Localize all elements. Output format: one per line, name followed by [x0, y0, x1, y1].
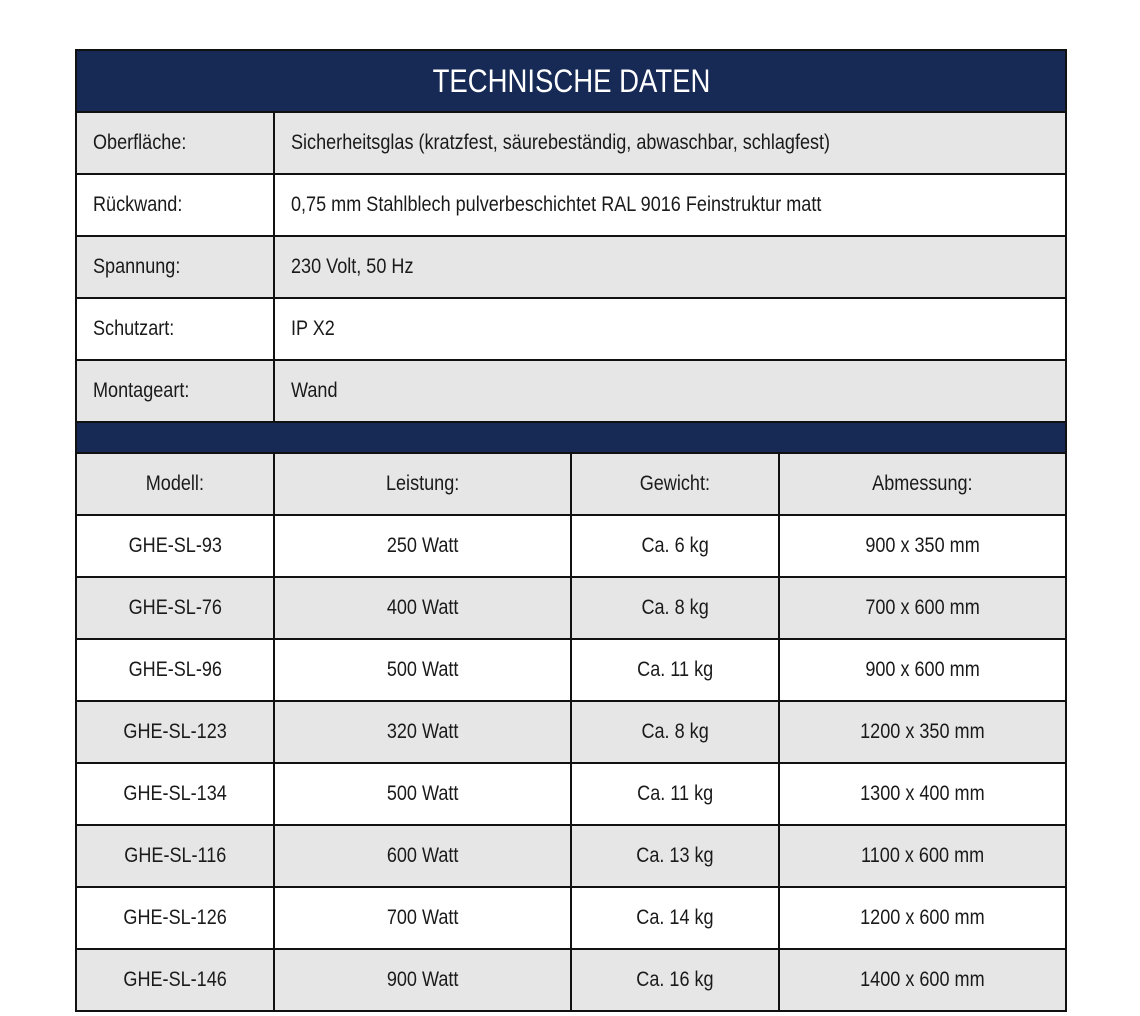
weight-cell: Ca. 6 kg — [571, 515, 779, 577]
weight-cell: Ca. 11 kg — [571, 639, 779, 701]
spec-label: Rückwand: — [76, 174, 274, 236]
power-cell: 320 Watt — [274, 701, 571, 763]
table-row — [76, 577, 1066, 639]
table-row — [76, 887, 1066, 949]
model-cell: GHE-SL-126 — [76, 887, 274, 949]
table-row — [76, 701, 1066, 763]
power-cell: 600 Watt — [274, 825, 571, 887]
column-header: Modell: — [76, 453, 274, 515]
weight-cell: Ca. 8 kg — [571, 701, 779, 763]
power-cell: 700 Watt — [274, 887, 571, 949]
model-cell: GHE-SL-123 — [76, 701, 274, 763]
table-row — [76, 639, 1066, 701]
spec-row — [76, 236, 1066, 298]
spec-label: Spannung: — [76, 236, 274, 298]
spec-value: Sicherheitsglas (kratzfest, säurebeständig, abwaschbar, schlagfest) — [274, 112, 1066, 174]
title-row — [76, 50, 1066, 112]
dimension-cell: 900 x 350 mm — [779, 515, 1066, 577]
spec-label: Oberfläche: — [76, 112, 274, 174]
model-cell: GHE-SL-96 — [76, 639, 274, 701]
spec-row — [76, 174, 1066, 236]
table-title: TECHNISCHE DATEN — [76, 50, 1066, 112]
model-cell: GHE-SL-146 — [76, 949, 274, 1011]
power-cell: 400 Watt — [274, 577, 571, 639]
power-cell: 900 Watt — [274, 949, 571, 1011]
column-header: Leistung: — [274, 453, 571, 515]
models-header-row — [76, 453, 1066, 515]
spec-label: Montageart: — [76, 360, 274, 422]
spec-value: Wand — [274, 360, 1066, 422]
weight-cell: Ca. 14 kg — [571, 887, 779, 949]
dimension-cell: 900 x 600 mm — [779, 639, 1066, 701]
weight-cell: Ca. 13 kg — [571, 825, 779, 887]
weight-cell: Ca. 16 kg — [571, 949, 779, 1011]
dimension-cell: 1100 x 600 mm — [779, 825, 1066, 887]
table-row — [76, 825, 1066, 887]
table-row — [76, 949, 1066, 1011]
column-header: Gewicht: — [571, 453, 779, 515]
technical-data-sheet — [75, 49, 1065, 1012]
technical-data-table — [75, 49, 1067, 1012]
weight-cell: Ca. 11 kg — [571, 763, 779, 825]
spec-value: 0,75 mm Stahlblech pulverbeschichtet RAL 9016 Feinstruktur matt — [274, 174, 1066, 236]
column-header: Abmessung: — [779, 453, 1066, 515]
dimension-cell: 1200 x 350 mm — [779, 701, 1066, 763]
model-cell: GHE-SL-76 — [76, 577, 274, 639]
spec-row — [76, 360, 1066, 422]
model-cell: GHE-SL-116 — [76, 825, 274, 887]
table-row — [76, 515, 1066, 577]
power-cell: 500 Watt — [274, 639, 571, 701]
section-divider — [76, 422, 1066, 453]
spec-label: Schutzart: — [76, 298, 274, 360]
spec-value: 230 Volt, 50 Hz — [274, 236, 1066, 298]
model-cell: GHE-SL-93 — [76, 515, 274, 577]
power-cell: 250 Watt — [274, 515, 571, 577]
dimension-cell: 700 x 600 mm — [779, 577, 1066, 639]
spec-row — [76, 112, 1066, 174]
dimension-cell: 1300 x 400 mm — [779, 763, 1066, 825]
dimension-cell: 1200 x 600 mm — [779, 887, 1066, 949]
model-cell: GHE-SL-134 — [76, 763, 274, 825]
weight-cell: Ca. 8 kg — [571, 577, 779, 639]
table-row — [76, 763, 1066, 825]
power-cell: 500 Watt — [274, 763, 571, 825]
models-body — [76, 515, 1066, 1011]
spec-row — [76, 298, 1066, 360]
spec-value: IP X2 — [274, 298, 1066, 360]
dimension-cell: 1400 x 600 mm — [779, 949, 1066, 1011]
